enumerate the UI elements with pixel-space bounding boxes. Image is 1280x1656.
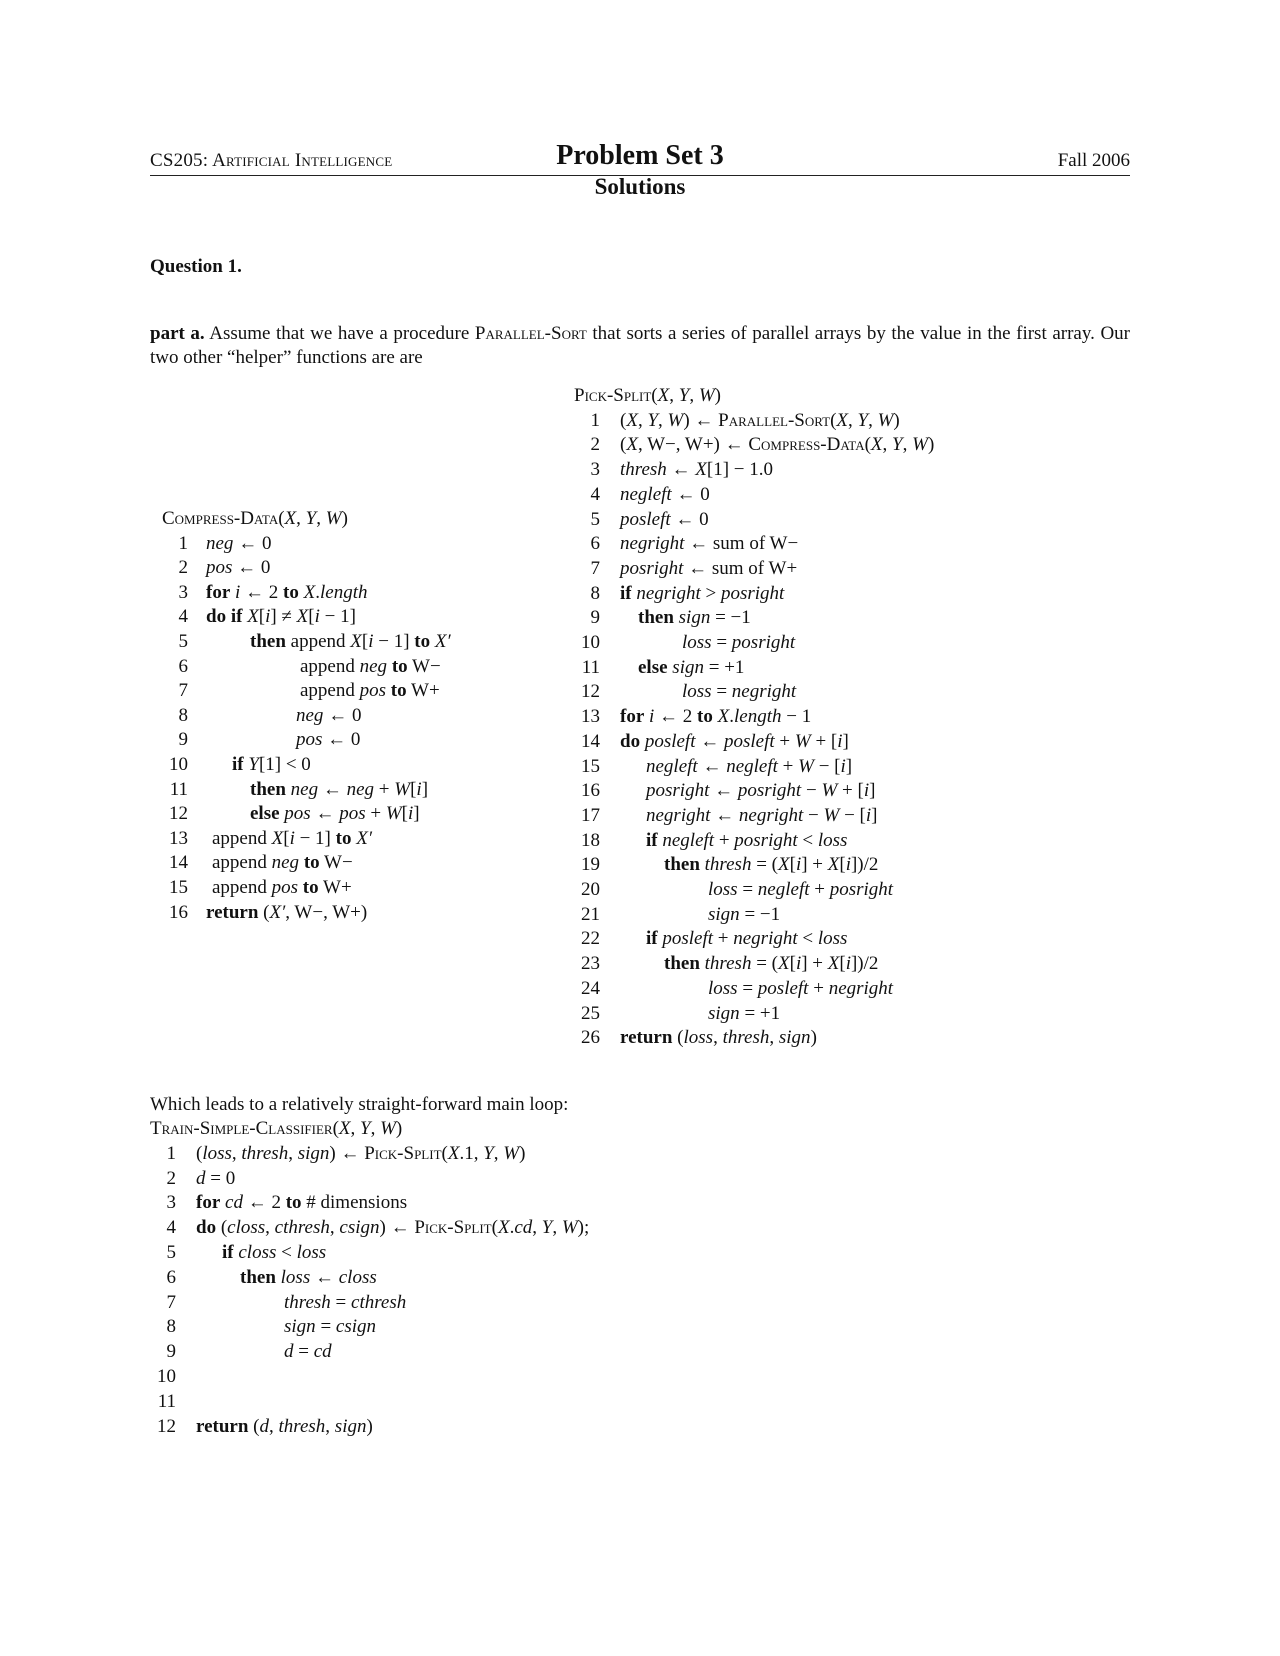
- train-line: return (d, thresh, sign): [196, 1415, 373, 1437]
- compress-data-line-number: 10: [169, 754, 188, 775]
- pick-split-line: loss = posleft + negright: [708, 977, 894, 999]
- pick-split-line: posright ← posright − W + [i]: [646, 780, 876, 802]
- pick-split-line-number: 5: [590, 508, 600, 530]
- train-line-number: 8: [166, 1316, 176, 1338]
- part-a-text-1: Assume that we have a procedure: [209, 323, 470, 344]
- train-line-number: 11: [157, 1390, 176, 1412]
- pick-split-line: else sign = +1: [638, 656, 745, 678]
- train-line-number: 10: [157, 1366, 176, 1387]
- train-line-number: 7: [166, 1291, 176, 1313]
- train-line-number: 5: [166, 1242, 176, 1263]
- compress-data-line: append pos to W+: [300, 680, 440, 702]
- compress-data-line-number: 8: [178, 704, 188, 726]
- compress-data-line: pos ← 0: [296, 729, 361, 751]
- page-title: Problem Set 3: [556, 140, 724, 171]
- train-line: (loss, thresh, sign) ← Pick-Split(X.1, Y, W): [196, 1142, 526, 1164]
- compress-data-line-number: 1: [178, 532, 188, 554]
- pick-split-line: (X, W−, W+) ← Compress-Data(X, Y, W): [620, 434, 935, 456]
- pick-split-line-number: 22: [581, 928, 600, 950]
- page-subtitle: Solutions: [594, 174, 686, 199]
- part-a-text-2: that sorts a series of parallel arrays by the value in the first array. Our two other “helper” functions are are: [150, 323, 1130, 368]
- pick-split-line: loss = negleft + posright: [708, 879, 894, 900]
- compress-data-line: for i ← 2 to X.length: [206, 581, 368, 603]
- pick-split-line: for i ← 2 to X.length − 1: [620, 706, 812, 728]
- pick-split-line: posleft ← 0: [620, 508, 709, 530]
- pick-split-line: negleft ← 0: [620, 483, 710, 505]
- compress-data-line: append pos to W+: [212, 877, 352, 898]
- train-line-number: 3: [166, 1192, 176, 1214]
- pick-split-line: thresh ← X[1] − 1.0: [620, 459, 774, 481]
- train-line: sign = csign: [284, 1316, 377, 1338]
- pick-split-line: then sign = −1: [638, 607, 751, 629]
- train-line: d = cd: [284, 1341, 332, 1363]
- pick-split-line-number: 11: [581, 656, 600, 678]
- pick-split-line: do posleft ← posleft + W + [i]: [620, 730, 849, 752]
- train-line: then loss ← closs: [240, 1266, 377, 1288]
- pick-split-title: Pick-Split(X, Y, W): [574, 385, 721, 406]
- course-name: CS205: Artificial Intelligence: [150, 150, 393, 171]
- pick-split-line-number: 7: [590, 557, 600, 579]
- pick-split-line: negright ← negright − W − [i]: [646, 804, 878, 826]
- pick-split-line-number: 1: [590, 409, 600, 431]
- pick-split-line: sign = −1: [708, 903, 781, 925]
- header-rule: [150, 175, 1130, 176]
- pick-split-line: if negright > posright: [620, 582, 785, 604]
- pick-split-line-number: 18: [581, 829, 600, 851]
- pick-split-line-number: 26: [581, 1027, 600, 1049]
- compress-data-line-number: 9: [178, 729, 188, 751]
- compress-data-line: neg ← 0: [296, 704, 362, 726]
- pick-split-line: if posleft + negright < loss: [646, 928, 848, 950]
- pick-split-line: then thresh = (X[i] + X[i])/2: [664, 953, 879, 975]
- pick-split-line-number: 20: [581, 879, 600, 900]
- pick-split-line-number: 25: [581, 1002, 600, 1024]
- compress-data-line-number: 6: [178, 655, 188, 677]
- pick-split-line-number: 13: [581, 706, 600, 728]
- parallel-sort-name: Parallel-Sort: [474, 323, 587, 344]
- pick-split-line-number: 6: [590, 533, 600, 555]
- compress-data-line-number: 16: [169, 901, 188, 923]
- compress-data-line: if Y[1] < 0: [232, 754, 311, 775]
- pick-split-line-number: 17: [581, 804, 600, 826]
- compress-data-line-number: 15: [169, 877, 188, 898]
- pick-split-line-number: 10: [581, 632, 600, 653]
- pick-split-line: sign = +1: [708, 1002, 781, 1024]
- train-line: thresh = cthresh: [284, 1291, 407, 1313]
- compress-data-line-number: 13: [169, 827, 188, 849]
- train-line-number: 2: [166, 1167, 176, 1189]
- train-title: Train-Simple-Classifier(X, Y, W): [150, 1118, 403, 1139]
- compress-data-line-number: 3: [178, 581, 188, 603]
- pick-split-line: (X, Y, W) ← Parallel-Sort(X, Y, W): [620, 409, 900, 431]
- compress-data-line: append X[i − 1] to X′: [212, 827, 372, 849]
- pick-split-line-number: 2: [590, 434, 600, 456]
- lead-in-text: Which leads to a relatively straight-forward main loop:: [150, 1094, 569, 1115]
- train-line-number: 9: [166, 1341, 176, 1363]
- pick-split-line-number: 9: [590, 607, 600, 629]
- pick-split-line-number: 15: [581, 755, 600, 777]
- compress-data-line-number: 12: [169, 803, 188, 825]
- compress-data-line: then neg ← neg + W[i]: [250, 778, 429, 800]
- pick-split-line-number: 12: [581, 681, 600, 703]
- pick-split-line-number: 4: [590, 483, 600, 505]
- pick-split-line-number: 3: [590, 459, 600, 481]
- train-line-number: 12: [157, 1415, 176, 1437]
- compress-data-line-number: 4: [178, 606, 188, 628]
- train-line: if closs < loss: [222, 1242, 327, 1263]
- pick-split-line-number: 24: [581, 977, 600, 999]
- term-label: Fall 2006: [1057, 150, 1130, 171]
- train-line: do (closs, cthresh, csign) ← Pick-Split(X.cd, Y, W);: [196, 1217, 590, 1239]
- pick-split-line: loss = negright: [682, 681, 797, 703]
- compress-data-line-number: 7: [178, 680, 188, 702]
- compress-data-line: return (X′, W−, W+): [206, 901, 368, 923]
- question-heading: Question 1.: [150, 256, 242, 277]
- compress-data-line: append neg to W−: [212, 852, 353, 874]
- train-line-number: 1: [166, 1142, 176, 1164]
- pick-split-line: negleft ← negleft + W − [i]: [646, 755, 853, 777]
- compress-data-line: append neg to W−: [300, 655, 441, 677]
- train-line-number: 4: [166, 1217, 176, 1239]
- part-a-label: part a.: [150, 323, 205, 344]
- pick-split-line-number: 23: [581, 953, 600, 975]
- pick-split-line: loss = posright: [682, 632, 796, 653]
- pick-split-line-number: 19: [581, 854, 600, 876]
- compress-data-line-number: 2: [178, 557, 188, 579]
- compress-data-title: Compress-Data(X, Y, W): [162, 508, 348, 529]
- train-line: for cd ← 2 to # dimensions: [196, 1192, 408, 1214]
- pick-split-line: negright ← sum of W−: [620, 533, 799, 555]
- compress-data-line-number: 5: [178, 631, 188, 652]
- compress-data-line: pos ← 0: [206, 557, 271, 579]
- pick-split-line: posright ← sum of W+: [620, 557, 798, 579]
- pick-split-line: return (loss, thresh, sign): [620, 1027, 817, 1049]
- train-line-number: 6: [166, 1266, 176, 1288]
- train-line: d = 0: [196, 1167, 236, 1189]
- compress-data-line: else pos ← pos + W[i]: [250, 803, 420, 825]
- pick-split-line-number: 14: [581, 730, 600, 752]
- compress-data-line: then append X[i − 1] to X′: [250, 631, 451, 652]
- compress-data-line-number: 11: [169, 778, 188, 800]
- compress-data-line: do if X[i] ≠ X[i − 1]: [206, 606, 356, 628]
- pick-split-line: if negleft + posright < loss: [646, 829, 848, 851]
- part-a-paragraph: [150, 322, 1130, 370]
- compress-data-line: neg ← 0: [206, 532, 272, 554]
- pick-split-line-number: 21: [581, 903, 600, 925]
- pick-split-line-number: 16: [581, 780, 600, 802]
- pick-split-line-number: 8: [590, 582, 600, 604]
- pick-split-line: then thresh = (X[i] + X[i])/2: [664, 854, 879, 876]
- compress-data-line-number: 14: [169, 852, 188, 874]
